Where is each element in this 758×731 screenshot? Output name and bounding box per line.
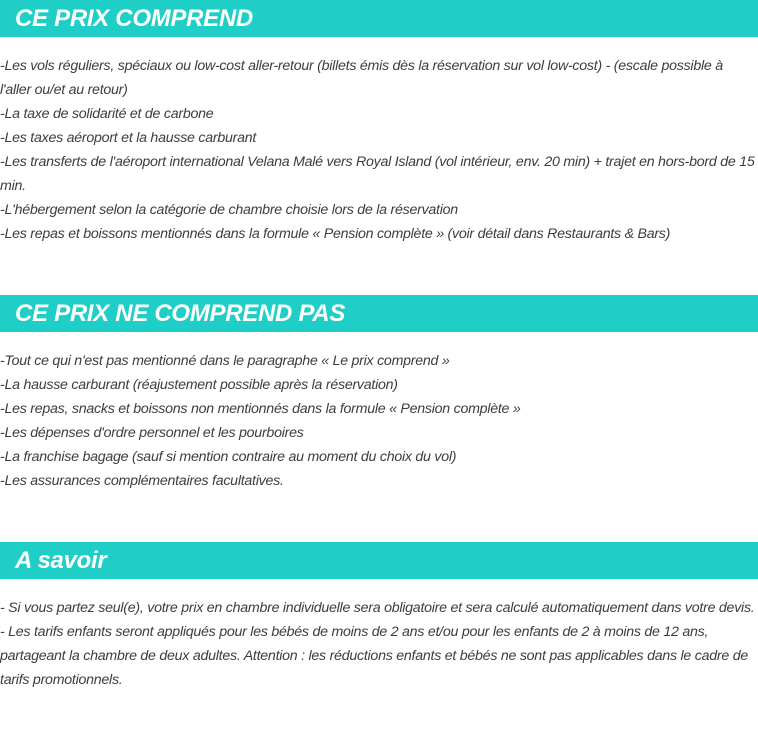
list-item: -Les dépenses d'ordre personnel et les pourboires bbox=[0, 425, 304, 441]
list-item: -Les repas, snacks et boissons non mentionnés dans la formule « Pension complète » bbox=[0, 401, 521, 417]
list-item: -Les transferts de l'aéroport international Velana Malé vers Royal Island (vol intérieur, env. 20 min) + trajet en hors-bord de 15 min. bbox=[0, 154, 755, 194]
list-item: -Les taxes aéroport et la hausse carburant bbox=[0, 130, 257, 146]
section-lines bbox=[0, 596, 758, 692]
section-good-to-know bbox=[0, 542, 758, 692]
section-title-banner: A savoir bbox=[0, 542, 758, 579]
section-title-banner: CE PRIX COMPREND bbox=[0, 0, 758, 37]
list-item: -Les assurances complémentaires facultatives. bbox=[0, 473, 284, 489]
list-item: -La hausse carburant (réajustement possible après la réservation) bbox=[0, 377, 398, 393]
list-item: -La franchise bagage (sauf si mention contraire au moment du choix du vol) bbox=[0, 449, 457, 465]
list-item: - Les tarifs enfants seront appliqués pour les bébés de moins de 2 ans et/ou pour les enfants de 2 à moins de 12 ans, partageant la chambre de deux adultes. Attention : les réductions enfants et bébés ne sont pas applicables dans le cadre de tarifs promotionnels. bbox=[0, 624, 748, 688]
list-item: -Les repas et boissons mentionnés dans la formule « Pension complète » (voir détail dans Restaurants & Bars) bbox=[0, 226, 671, 242]
section-not-included bbox=[0, 295, 758, 493]
section-included bbox=[0, 0, 758, 246]
list-item: -Tout ce qui n'est pas mentionné dans le paragraphe « Le prix comprend » bbox=[0, 353, 450, 369]
section-lines bbox=[0, 54, 758, 246]
list-item: -La taxe de solidarité et de carbone bbox=[0, 106, 214, 122]
list-item: -L'hébergement selon la catégorie de chambre choisie lors de la réservation bbox=[0, 202, 458, 218]
section-title-banner: CE PRIX NE COMPREND PAS bbox=[0, 295, 758, 332]
list-item: - Si vous partez seul(e), votre prix en chambre individuelle sera obligatoire et sera calculé automatiquement dans votre devis. bbox=[0, 600, 755, 616]
section-lines bbox=[0, 349, 758, 493]
list-item: -Les vols réguliers, spéciaux ou low-cost aller-retour (billets émis dès la réservation sur vol low-cost) - (escale possible à l'aller ou/et au retour) bbox=[0, 58, 723, 98]
